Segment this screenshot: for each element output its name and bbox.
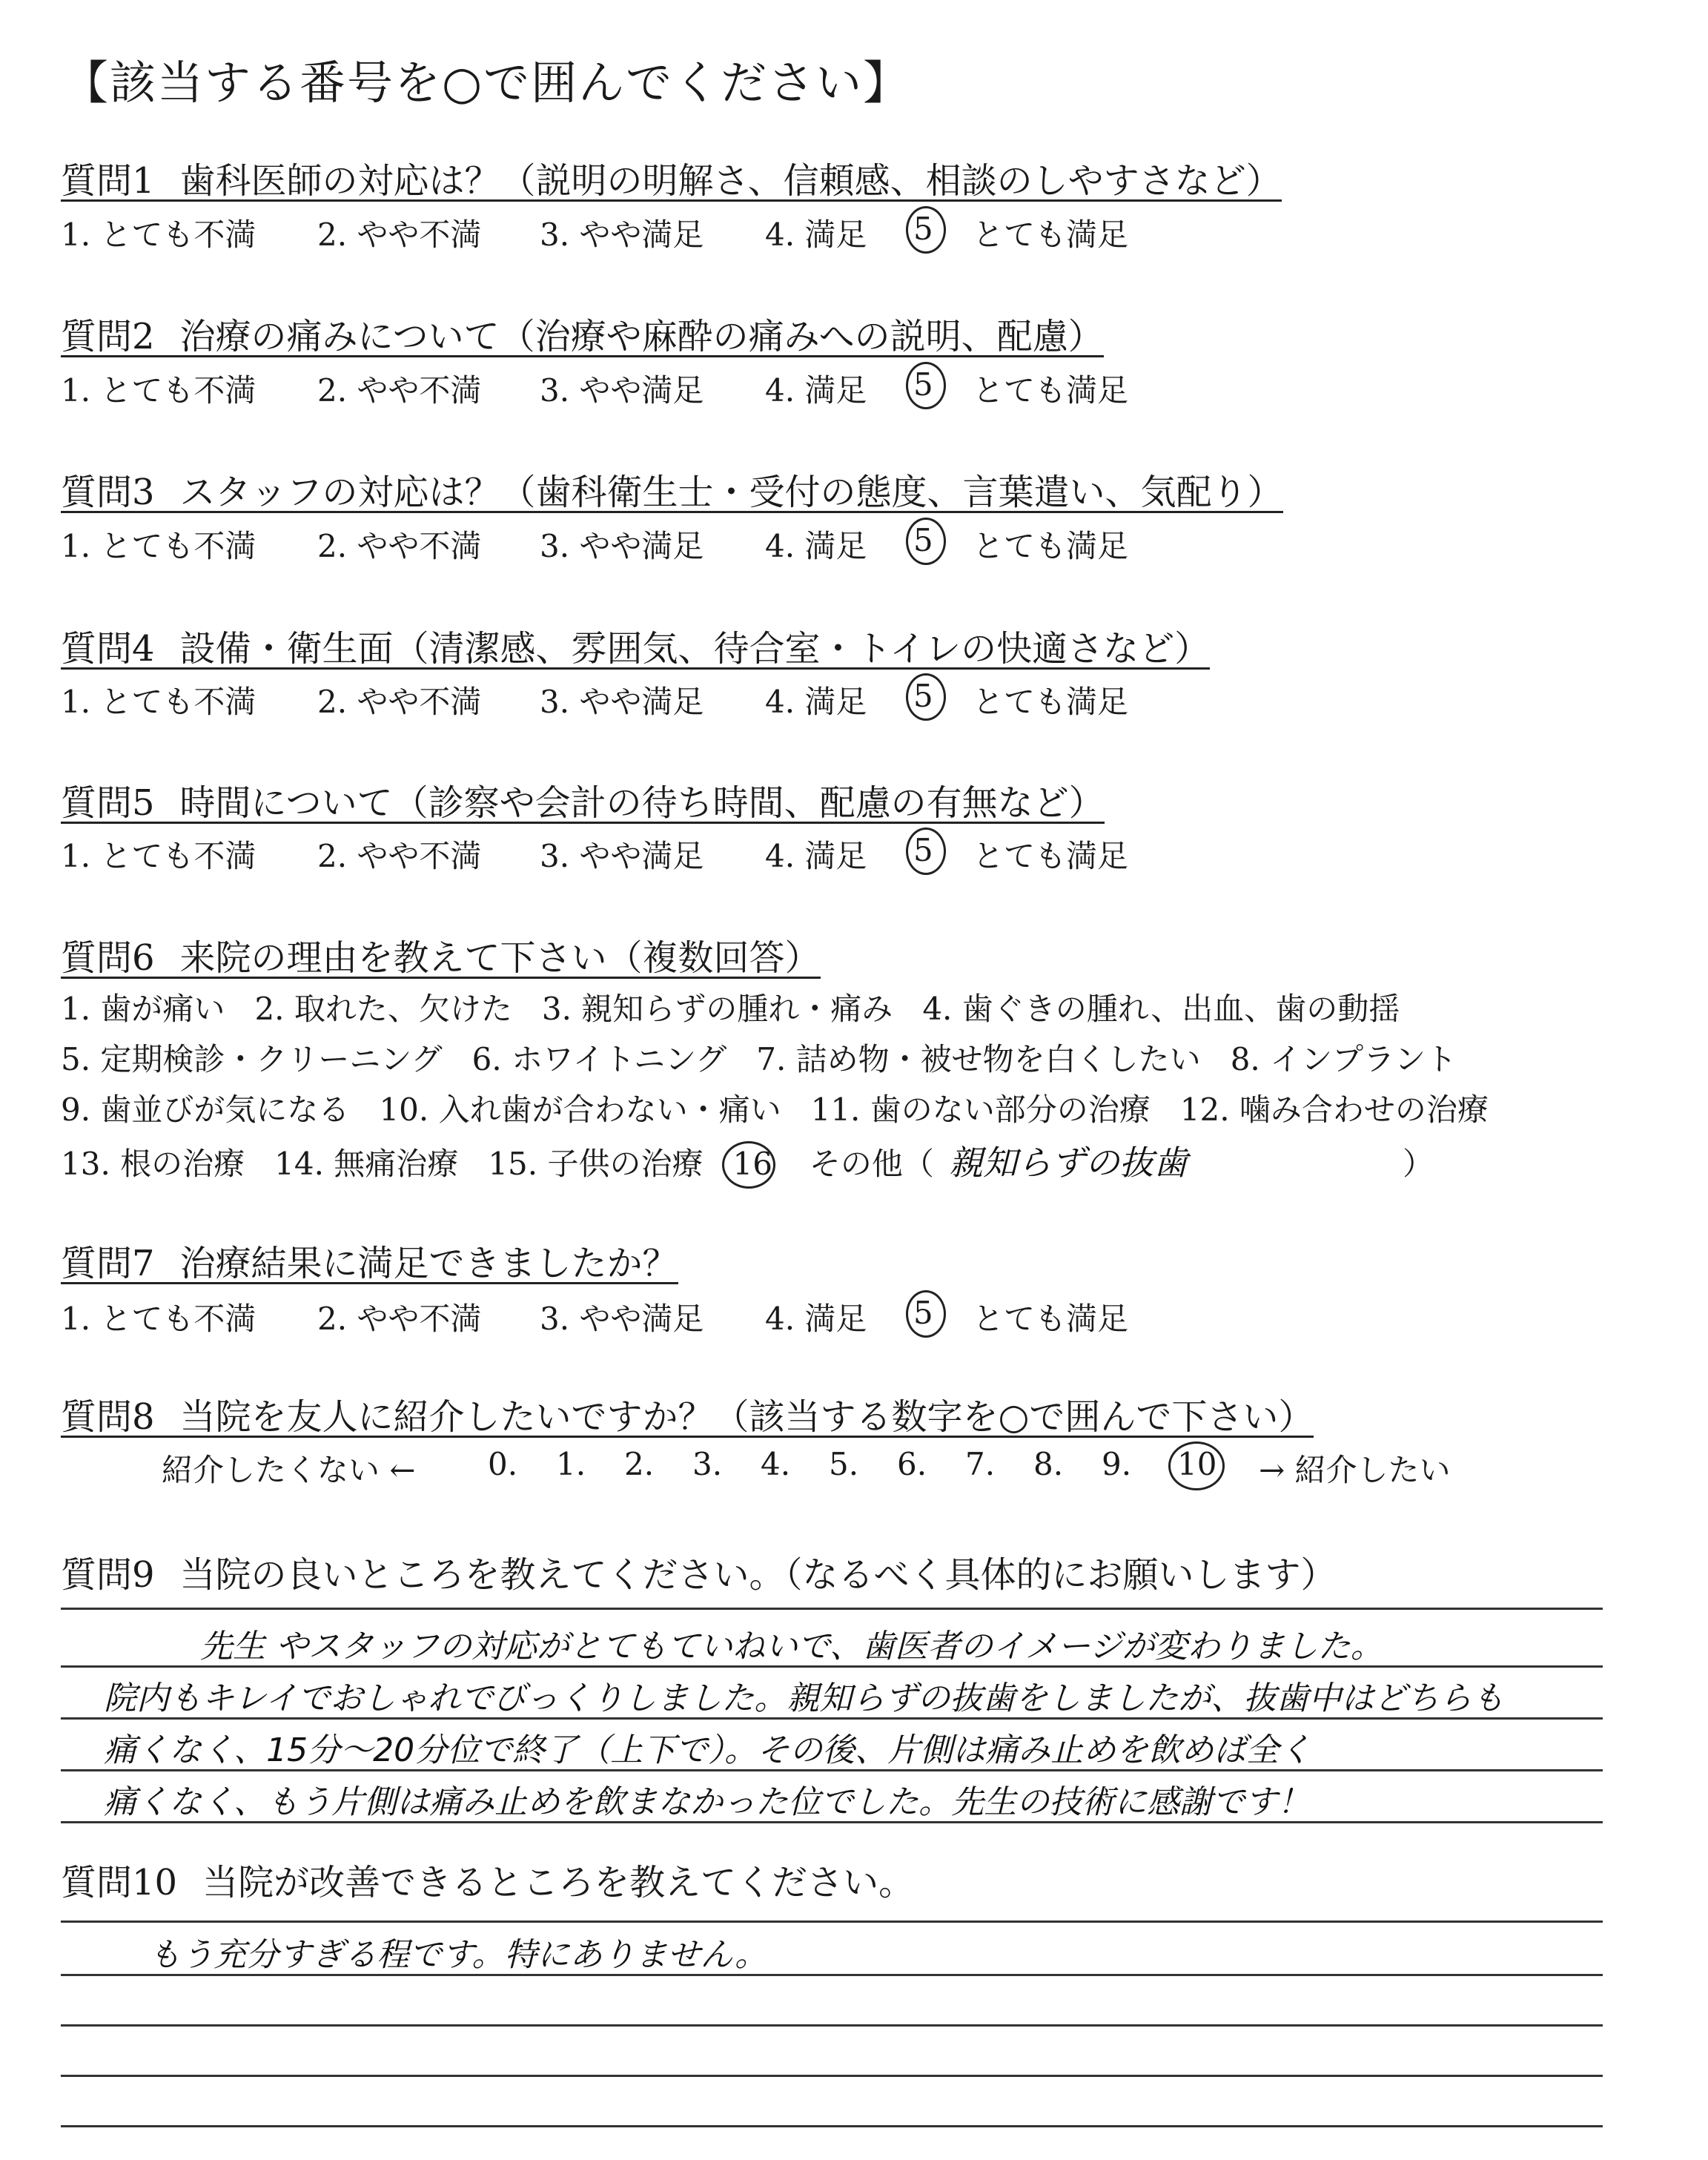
- answer-line: [61, 2075, 1603, 2077]
- question-4-options: 1. とても不満 2. やや不満 3. やや満足 4. 満足 5 とても満足: [61, 678, 1129, 720]
- question-2-title: 質問2 治療の痛みについて（治療や麻酔の痛みへの説明、配慮）: [61, 308, 1104, 357]
- question-5-title: 質問5 時間について（診察や会計の待ち時間、配慮の有無など）: [61, 774, 1105, 824]
- page-title: 【該当する番号を○で囲んでください】: [62, 56, 911, 110]
- question-5-options: 1. とても不満 2. やや不満 3. やや満足 4. 満足 5 とても満足: [61, 832, 1129, 874]
- option-1[interactable]: 1. とても不満: [61, 217, 256, 253]
- answer-line: [61, 2024, 1603, 2027]
- option-4[interactable]: 4. 満足: [765, 217, 867, 253]
- other-answer-handwritten: 親知らずの抜歯: [948, 1143, 1188, 1183]
- question-6-row-2: 5. 定期検診・クリーニング 6. ホワイトニング 7. 詰め物・被せ物を白くしたい 8. インプラント: [61, 1041, 1457, 1077]
- option-16-selected[interactable]: 16: [732, 1146, 772, 1182]
- question-3-options: 1. とても不満 2. やや不満 3. やや満足 4. 満足 5 とても満足: [61, 522, 1129, 564]
- survey-page: 【該当する番号を○で囲んでください】 質問1 歯科医師の対応は？（説明の明解さ、信頼感、相談のしやすさなど） 1. とても不満 2. やや不満 3. やや満足 4. 満足 5 とても満足 質問2 治療の痛みについて（治療や麻酔の痛みへの説明、配慮） 1. とても不満 2. やや不満 3. やや満足 4. 満足 5 とても満足 質問3 スタッフの対応は？（歯科衛生士・受付の態度、言葉遣い、気配り） 1. とても不満 2. やや不満 3. やや満足 4. 満足 5 とても満足 質問4 設備・衛生面（清潔感、雰囲気、待合室・トイレの快適さなど） 1. とても不満 2. やや不満 3. やや満足 4. 満足 5 とても満足 質問5 時間について（診察や会計の待ち時間、配慮の有無など） 1. とても不満 2. やや不満 3. やや満足 4. 満足 5 とても満足 質問6 来院の理由を教えて下さい（複数回答） 1. 歯が痛い 2. 取れた、欠けた 3. 親知らずの腫れ・痛み 4. 歯ぐきの腫れ、出血、歯の動揺 5. 定期検診・クリーニング 6. ホワイトニング 7. 詰め物・被せ物を白くしたい 8. インプラント 9. 歯並びが気になる 10. 入れ歯が合わない・痛い 11. 歯のない部分の治療 12. 噛み合わせの治療 13. 根の治療 14. 無痛治療 15. 子供の治療 16 その他（ 親知らずの抜歯 ） 質問7 治療結果に満足できましたか？ 1. とても不満 2. やや不満 3. やや満足 4. 満足 5 とても満足 質問8 当院を友人に紹介したいですか？（該当する数字を○で囲んで下さい） 紹介したくない ← 0. 1. 2. 3. 4. 5. 6. 7. 8. 9. 10 → 紹介したい 質問9 当院の良いところを教えてください。（なるべく具体的にお願いします） 先生 やスタッフの対応がとてもていねいで、歯医者のイメージが変わりました。 院内もキレイでおしゃれでびっくりしました。親知らずの抜歯をしましたが、抜歯中はどちらも 痛くなく、15分～20分位で終了（上下で）。その後、片側は痛み止めを飲めば全く 痛くなく、もう片側は痛み止めを飲まなかった位でした。先生の技術に感謝です！ 質問10 当院が改善できるところを教えてください。 もう充分すぎる程です。特にありません。: [0, 0, 1708, 2160]
- option-5-selected[interactable]: 5: [913, 522, 933, 558]
- answer-line: [61, 1665, 1603, 1668]
- option-10-selected[interactable]: 10: [1177, 1446, 1217, 1482]
- question-8-title: 質問8 当院を友人に紹介したいですか？（該当する数字を○で囲んで下さい）: [61, 1388, 1314, 1438]
- question-1-title: [61, 152, 1282, 202]
- option-5-label: とても満足: [973, 217, 1129, 253]
- q10-handwritten-line-1: もう充分すぎる程です。特にありません。: [148, 1936, 768, 1974]
- option-5-selected[interactable]: 5: [913, 366, 933, 403]
- option-2[interactable]: 2. やや不満: [317, 217, 482, 253]
- question-6-row-3: 9. 歯並びが気になる 10. 入れ歯が合わない・痛い 11. 歯のない部分の治療 12. 噛み合わせの治療: [61, 1091, 1489, 1128]
- option-5-selected[interactable]: 5: [913, 678, 933, 714]
- question-4-title: 質問4 設備・衛生面（清潔感、雰囲気、待合室・トイレの快適さなど）: [61, 620, 1210, 670]
- question-6-row-4: 13. 根の治療 14. 無痛治療 15. 子供の治療 16 その他（ 親知らずの抜歯 ）: [61, 1143, 1434, 1183]
- question-9-title: 質問9 当院の良いところを教えてください。（なるべく具体的にお願いします）: [61, 1554, 1337, 1596]
- q9-handwritten-line-1: 先生 やスタッフの対応がとてもていねいで、歯医者のイメージが変わりました。: [200, 1628, 1383, 1665]
- answer-line: [61, 1769, 1603, 1771]
- option-3[interactable]: 3. やや満足: [540, 217, 704, 253]
- answer-line: [61, 1974, 1603, 1976]
- option-5-selected[interactable]: 5: [913, 1295, 933, 1331]
- scale-left-label: 紹介したくない ←: [162, 1452, 416, 1488]
- answer-line: [61, 1821, 1603, 1823]
- question-6-title: 質問6 来院の理由を教えて下さい（複数回答）: [61, 929, 821, 979]
- option-5-selected[interactable]: 5: [913, 832, 933, 868]
- question-2-options: 1. とても不満 2. やや不満 3. やや満足 4. 満足 5 とても満足: [61, 366, 1129, 409]
- answer-line: [61, 1717, 1603, 1720]
- q9-handwritten-line-2: 院内もキレイでおしゃれでびっくりしました。親知らずの抜歯をしましたが、抜歯中はどちらも: [104, 1680, 1505, 1717]
- option-5-selected[interactable]: 5: [913, 211, 933, 247]
- answer-line: [61, 2125, 1603, 2127]
- question-text: 歯科医師の対応は？（説明の明解さ、信頼感、相談のしやすさなど）: [179, 160, 1282, 202]
- question-7-title: 質問7 治療結果に満足できましたか？: [61, 1235, 678, 1284]
- q9-handwritten-line-4: 痛くなく、もう片側は痛み止めを飲まなかった位でした。先生の技術に感謝です！: [104, 1783, 1311, 1821]
- question-1-options: [61, 211, 1692, 252]
- scale-right-label: → 紹介したい: [1259, 1452, 1451, 1488]
- q9-handwritten-line-3: 痛くなく、15分～20分位で終了（上下で）。その後、片側は痛み止めを飲めば全く: [104, 1731, 1312, 1769]
- question-7-options: 1. とても不満 2. やや不満 3. やや満足 4. 満足 5 とても満足: [61, 1295, 1129, 1337]
- question-3-title: 質問3 スタッフの対応は？（歯科衛生士・受付の態度、言葉遣い、気配り）: [61, 463, 1283, 513]
- answer-line: [61, 1608, 1603, 1610]
- question-10-title: 質問10 当院が改善できるところを教えてください。: [61, 1862, 915, 1903]
- answer-line: [61, 1920, 1603, 1923]
- question-number: 質問1: [61, 160, 155, 202]
- question-6-row-1: 1. 歯が痛い 2. 取れた、欠けた 3. 親知らずの腫れ・痛み 4. 歯ぐきの腫れ、出血、歯の動揺: [61, 991, 1400, 1027]
